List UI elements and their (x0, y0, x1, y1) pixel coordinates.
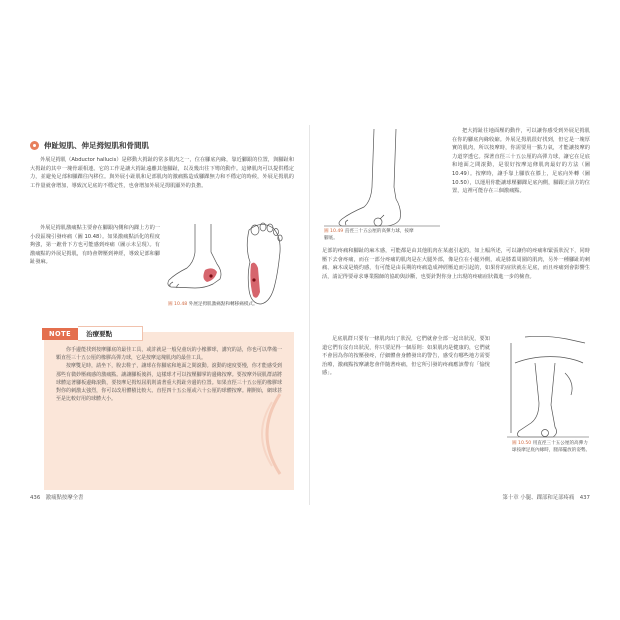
note-title: 治療要點 (78, 326, 143, 341)
figure-number: 圖 10.48 (168, 302, 188, 307)
note-badge: NOTE (42, 328, 78, 340)
trigger-point-side (209, 274, 212, 277)
note-decoration-icon (250, 390, 286, 478)
left-page-footer: 436 激痛點按摩全書 (30, 495, 84, 501)
figure-number: 圖 10.49 (324, 229, 344, 234)
left-page (30, 130, 300, 505)
note-box (44, 329, 294, 490)
figure-number: 圖 10.50 (512, 441, 532, 446)
leg-ball-illustration (322, 127, 442, 232)
note-paragraph-2: 按摩雙足時，請坐下，脫去鞋子，讓球在你腳底和地面之間滾動。滾動的速度要慢，你才能感受到那些有微妙壓痛感的激痛點。讓讓腳板後斜，這樣球才可以按壓腳掌的邊緣按摩。要按摩外展肌群請將球體這著腳板邊緣滾動，要按摩足拇短屈肌則請著重大拇趾旁邊的位置。如果直徑三十五公厘的橡膠球對你的刺激太強烈，你可以改用體積比較大、直徑四十五公厘或六十公厘的球體按摩。剛開始，網球甚至是比較好用的球體大小。 (56, 363, 282, 403)
massage-ball-icon (374, 218, 382, 226)
right-paragraph-1: 把大拇趾往地面壓的動作，可以讓你感受到外展足拇肌在你的腳底內緣收縮。外展足拇肌很好找到，但它是一塊厚實的肌肉，所以按摩時，你需要用一點力氣，才能讓按摩的力道穿透它。探著直徑三十五公厘的高彈力球，讓它在足底和地面之間滾動，是很好按摩這條肌肉最好的方法（圖 10.49）。按摩時，讓手靠上腳放在膝上，足底向外轉（圖 10.50），以運用你能讓球壓腳踝足底內側，腳跟正前方的位置，這裡可能存在三個激痛點。 (452, 128, 590, 195)
figure-caption-10-48 (168, 302, 258, 309)
left-paragraph-1: 外展足拇肌（Abductor hallucis）是移動大拇趾的常多肌肉之一，位在腳底內緣，靠近腳跟的位置，與腳趾和大拇趾的其中一塊骨頭相連。它的工作是讓大拇趾遠離其他腳趾，以及幾出往下彎的動作。這條肌肉可以提供穩定力，並避免足部和腳踝往內移位。與外展小趾肌和足部肌肉的激痛點造成腳踝無力和不穩定的時候，外展足拇肌的工作量就會增加，導致沉足底的不穩定性，也會增加外展足拇肌顯外的負擔。 (30, 157, 294, 189)
trigger-point-sole (252, 278, 255, 281)
massage-ball-icon (542, 430, 549, 437)
seated-leg-illustration (505, 333, 590, 441)
figure-caption-text: 用直徑三十五公厘的高彈力球按摩足底內緣時，腿部擺放的姿勢。 (512, 441, 591, 453)
figure-caption-10-50 (512, 441, 592, 454)
foot-illustration (165, 222, 295, 307)
note-body (56, 346, 282, 403)
right-page (322, 125, 590, 505)
note-paragraph-1: 你手邊能找到按摩腳底的最佳工具，或許就是一般兒童玩的小橡膠球，講究的話，你也可以準備一顆直徑三十五公厘的橡膠高彈力球，它是按摩這塊肌肉的最佳工具。 (56, 347, 282, 362)
figure-caption-text: 外展足拇肌激痛點和轉移痛模式。 (188, 302, 258, 307)
note-header (42, 326, 143, 341)
left-paragraph-2: 外展足拇肌激痛點主要會在腳跟內側和內踝上方的一小段區塊引發疼痛（圖 10.48）。如果激痛點活化的程度夠強，第一蹠骨下方也可能感到疼痛（圖示未呈現）。有激痛點的外展足拇肌，有時會牌壓到神經，導致足部和腳趾發麻。 (30, 225, 160, 266)
section-heading (30, 138, 149, 152)
figure-caption-text: 直徑三十五公厘的高彈力球，按摩腳底。 (324, 229, 414, 241)
right-paragraph-3: 足底肌群只要有一條肌肉出了狀況，它們就會全部一起出狀況，要知道它們有沒有出狀況，你只要記得一個原則：如果肌肉是健康的，它們就不會因為你的按壓發疼，仔細體會身體發出的警告，感受有哪些地方需要治療，激痛點按摩讓您會伴隨著疼痛，但它所引發的疼痛應該帶有「愉悅感」。 (322, 336, 490, 377)
book-gutter (309, 125, 310, 505)
right-page-footer: 第十章 小腿、踝部和足部疼痛 437 (502, 495, 590, 501)
right-paragraph-2: 足部的疼痛和腳趾的麻木感，可能都是由其他肌肉在某處引起的，如上幅所述，可以讓你的疼痛和緊張狀況下，同時壓下去會疼痛，而在一部分疼痛的肌肉是在大腿外部，像是位在小腿外側，或是膝蓋周圍的肌肉，另外一種腳趾的刺痛、麻木或是燒灼感，有可能是由長期的疼痛造成神經壓迫而引起的，如果你的症狀就在足底，而且疼痛到會影響生活，請記得要尋求專業醫師的協助與診斷，也要針對你身上出現的疼痛症狀做進一步的檢查。 (322, 248, 590, 280)
figure-caption-10-49 (324, 229, 414, 242)
section-title: 伸趾短肌、伸足拇短肌和骨間肌 (44, 140, 149, 150)
section-bullet-icon (30, 141, 39, 150)
